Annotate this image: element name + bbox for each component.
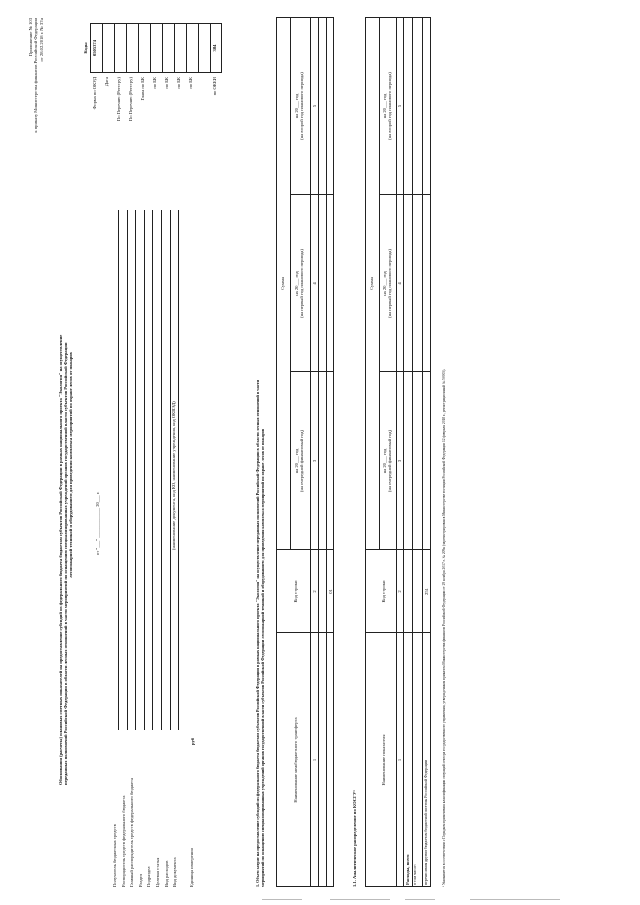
codes-row-divider: [174, 23, 175, 73]
s11-col-name: Наименование показателя: [381, 734, 386, 786]
title-line-3: лесопожарной техникой и оборудованием для проведения комплекса мероприятий по охране лесов от пожаров: [68, 352, 74, 578]
header-field-label: Раздел: [137, 874, 143, 887]
header-field-underline: [127, 210, 128, 730]
codes-table: [90, 23, 222, 73]
s11-sub1: на 20___ год (на очередной финансовый год): [382, 429, 393, 493]
s11-col-sum: Сумма: [369, 277, 374, 291]
annex-line-3: от 28.02.2018 г. № 37н: [38, 18, 44, 62]
codes-row-label: По Перечню (Реестру): [116, 77, 121, 122]
annex-line-2: к приказу Министерства финансов Российской Федерации: [33, 18, 39, 133]
codes-row-label: по ОКЕИ: [212, 77, 217, 96]
s11-row-total: Расходы, всего: [405, 854, 410, 885]
s11-num-5: 5: [397, 104, 402, 108]
header-field-underline: [135, 210, 136, 730]
s1-num-2: 2: [312, 590, 317, 593]
section1-heading: [256, 17, 266, 887]
s1-sub3: на 20___ год (на второй год планового периода): [294, 72, 305, 140]
header-field-label: Главный распорядитель средств федерального бюджета: [129, 777, 135, 887]
codes-row-divider: [102, 23, 103, 73]
annex-block: [28, 18, 44, 278]
header-field-label: Получатель бюджетных средств: [112, 824, 117, 887]
s11-num-3: 3: [397, 459, 402, 463]
codes-row-divider: [162, 23, 163, 73]
s11-sub2: на 20___ год (на первый год планового периода): [382, 249, 393, 318]
s11-num-4: 4: [397, 282, 402, 285]
header-field-underline: [144, 210, 145, 730]
s1-num-1: 1: [312, 758, 317, 762]
s11-col-code: Код строки: [381, 580, 386, 603]
section1-heading-line-2: мероприятий по оснащению специализированных учреждений органов государственной власти субъектов Российской Федерации лесопожарной техникой и оборудованием для проведения комплекса мероприятий по охране лесов от пожаров: [259, 428, 265, 887]
codes-row-divider: [114, 23, 115, 73]
title-line-2: переданных полномочий Российской Федерации в области лесных отношений в части мероприятий по оснащению специализированных учреждений органов государственной власти субъектов Российской Федерации: [63, 342, 69, 785]
s11-num-1: 1: [397, 758, 402, 762]
s1-col-code: Код строки: [293, 580, 298, 603]
s1-num-3: 3: [312, 459, 317, 463]
s11-num-2: 2: [397, 590, 402, 593]
codes-row-divider: [210, 23, 211, 73]
s1-col-name: Наименование межбюджетного трансферта: [293, 717, 298, 803]
s1-num-4: 4: [312, 282, 317, 285]
annex-line-1: Приложение № 103: [28, 18, 33, 57]
header-field-underline: [152, 210, 153, 730]
date-line: от "___" _____________ 20___ г.: [95, 491, 100, 555]
s1-col-sum: Сумма: [280, 277, 285, 291]
unit-value: руб: [190, 737, 195, 745]
codes-row-divider: [150, 23, 151, 73]
footnote: ¹ Указывается в соответствии с Порядком применения классификации операций сектора государственного управления, утвержденным приказом Министерства финансов Российской Федерации от 29 ноября 2017 г. № 209н (зарегистрирован в Министерстве юстиции Российской Федерации 12 февраля 2018 г., регистрационный № 50003).: [442, 368, 446, 887]
section11-heading: 1.1. Аналитическое распределение по КОСГУ¹: [352, 790, 357, 887]
codes-row-divider: [126, 23, 127, 73]
date-sub: (наименование документа, код КО, наименование учреждения, код ОКВЭД): [171, 401, 176, 550]
codes-row-label: Глава по БК: [140, 77, 145, 101]
codes-row-value: 0505374: [92, 39, 97, 57]
s1-num-5: 5: [312, 104, 317, 108]
codes-row-label: по БК: [164, 77, 169, 89]
codes-row-divider: [186, 23, 187, 73]
form-title: [58, 145, 74, 785]
header-field-underline: [178, 210, 179, 730]
s1-sub1: на 20___ год (на очередной финансовый год): [294, 429, 305, 493]
codes-header: Коды: [83, 42, 88, 54]
header-field-underline: [118, 210, 119, 730]
codes-row-label: Форма по ОКУД: [92, 77, 97, 110]
header-field-label: Вид расходов: [163, 860, 169, 887]
header-field-label: Вид документа: [172, 857, 178, 887]
header-field-label: Единица измерения: [189, 848, 195, 887]
codes-row-divider: [198, 23, 199, 73]
header-field-label: Подраздел: [146, 866, 152, 887]
codes-row-label: по БК: [188, 77, 193, 89]
s1-row-code: 01: [328, 589, 333, 594]
codes-row-value: 384: [212, 44, 217, 52]
codes-row-label: Дата: [104, 77, 109, 87]
codes-row-label: по БК: [176, 77, 181, 89]
s11-row-transfers: перечисления другим бюджетам бюджетной системы Российской Федерации: [424, 760, 428, 885]
codes-row-label: по БК: [152, 77, 157, 89]
header-field-underline: [161, 210, 162, 730]
scan-artifact: [0, 896, 640, 905]
s11-code-251: 251: [424, 588, 429, 595]
codes-row-label: По Перечню (Реестру): [128, 77, 133, 122]
s11-sub3: на 20___ год (на второй год планового периода): [382, 72, 393, 140]
codes-row-divider: [138, 23, 139, 73]
s11-row-incl: в том числе:: [412, 864, 417, 885]
header-field-label: Распорядитель средств федерального бюджета: [120, 795, 126, 887]
section1-heading-line-1: 1. Объем затрат на предоставление субсидий из федерального бюджета бюджетам субъектов Российской Федерации в рамках национального проекта "Экология" на осуществление переданных полномочий Российской Федерации в области лесных отношений в части: [255, 379, 260, 887]
s1-sub2: на 20___ год (на первый год планового периода): [294, 249, 305, 318]
header-field-label: Целевая статья: [155, 857, 160, 887]
title-line-1: Обоснования (расчеты) плановых сметных показателей на предоставление субсидий из федерального бюджета бюджетам субъектов Российской Федерации в рамках национального проекта "Экология" на осуществление: [58, 334, 63, 785]
